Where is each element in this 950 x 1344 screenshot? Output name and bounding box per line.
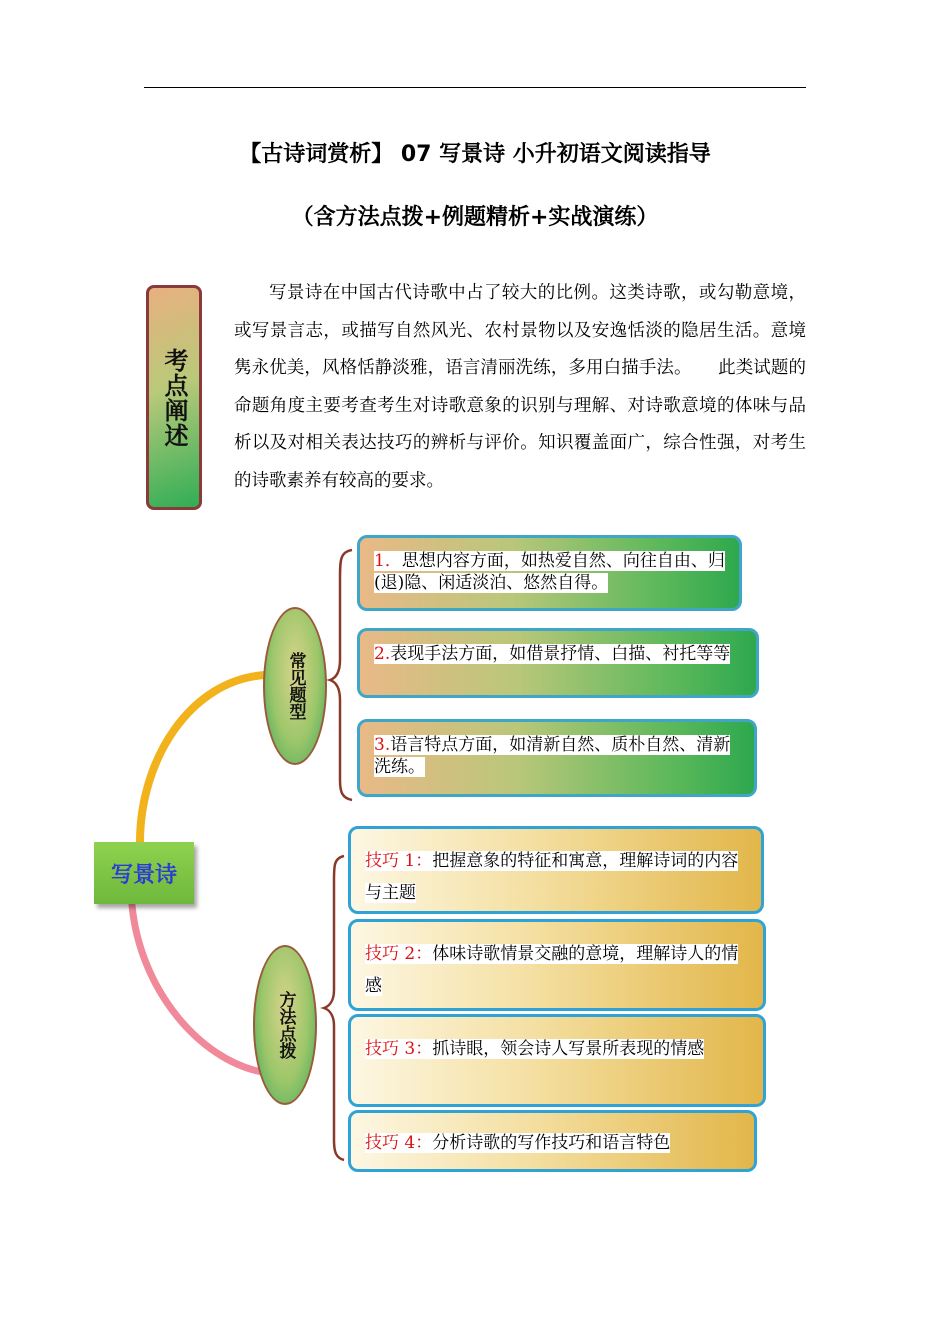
- brace-methods: [324, 856, 344, 1160]
- method-card-1: [348, 826, 764, 914]
- overview-tag: 考点阐述: [146, 285, 202, 510]
- page-subtitle: （含方法点拨+例题精析+实战演练）: [291, 205, 659, 230]
- type-card-2: [357, 628, 759, 698]
- overview-paragraph: 写景诗在中国古代诗歌中占了较大的比例。这类诗歌，或勾勒意境，或写景言志，或描写自然风光、农村景物以及安逸恬淡的隐居生活。意境隽永优美，风格恬静淡雅，语言清丽洗练，多用白描手法。 此类试题的命题角度主要考查考生对诗歌意象的识别与理解、对诗歌意境的体味与品析以及对相关表达技巧的辨析与评价。知识覆盖面广，综合性强，对考生的诗歌素养有较高的要求。: [234, 283, 806, 491]
- method-card-4: [348, 1110, 757, 1172]
- method-card-number: 技巧 3：: [365, 1039, 433, 1059]
- method-card-number: 技巧 1：: [365, 851, 433, 871]
- mindmap-root: 写景诗: [94, 842, 194, 904]
- type-card-1: [357, 535, 742, 611]
- type-card-text: 语言特点方面，如清新自然、质朴自然、清新洗练。: [374, 735, 731, 777]
- method-card-text: 分析诗歌的写作技巧和语言特色: [432, 1133, 671, 1153]
- type-card-3: [357, 719, 757, 797]
- method-card-number: 技巧 2：: [365, 944, 433, 964]
- page-title: 【古诗词赏析】 07 写景诗 小升初语文阅读指导: [239, 142, 711, 167]
- method-card-text: 把握意象的特征和寓意，理解诗词的内容与主题: [365, 851, 739, 903]
- lower-branch-line: [132, 905, 262, 1072]
- type-card-number: 1．: [374, 551, 402, 571]
- type-card-text: 表现手法方面，如借景抒情、白描、衬托等等: [390, 644, 731, 664]
- method-card-text: 抓诗眼，领会诗人写景所表现的情感: [432, 1039, 705, 1059]
- method-card-number: 技巧 4：: [365, 1133, 433, 1153]
- node-methods: 方法点拨: [253, 945, 317, 1105]
- upper-branch-line: [140, 675, 265, 842]
- brace-types: [330, 550, 352, 800]
- type-card-text: 思想内容方面，如热爱自然、向往自由、归(退)隐、闲适淡泊、悠然自得。: [374, 551, 725, 593]
- method-card-2: [348, 919, 766, 1011]
- node-common-types: 常见题型: [263, 607, 327, 765]
- method-card-3: [348, 1014, 766, 1107]
- type-card-number: 2.: [374, 644, 391, 664]
- method-card-text: 体味诗歌情景交融的意境，理解诗人的情感: [365, 944, 739, 996]
- type-card-number: 3.: [374, 735, 391, 755]
